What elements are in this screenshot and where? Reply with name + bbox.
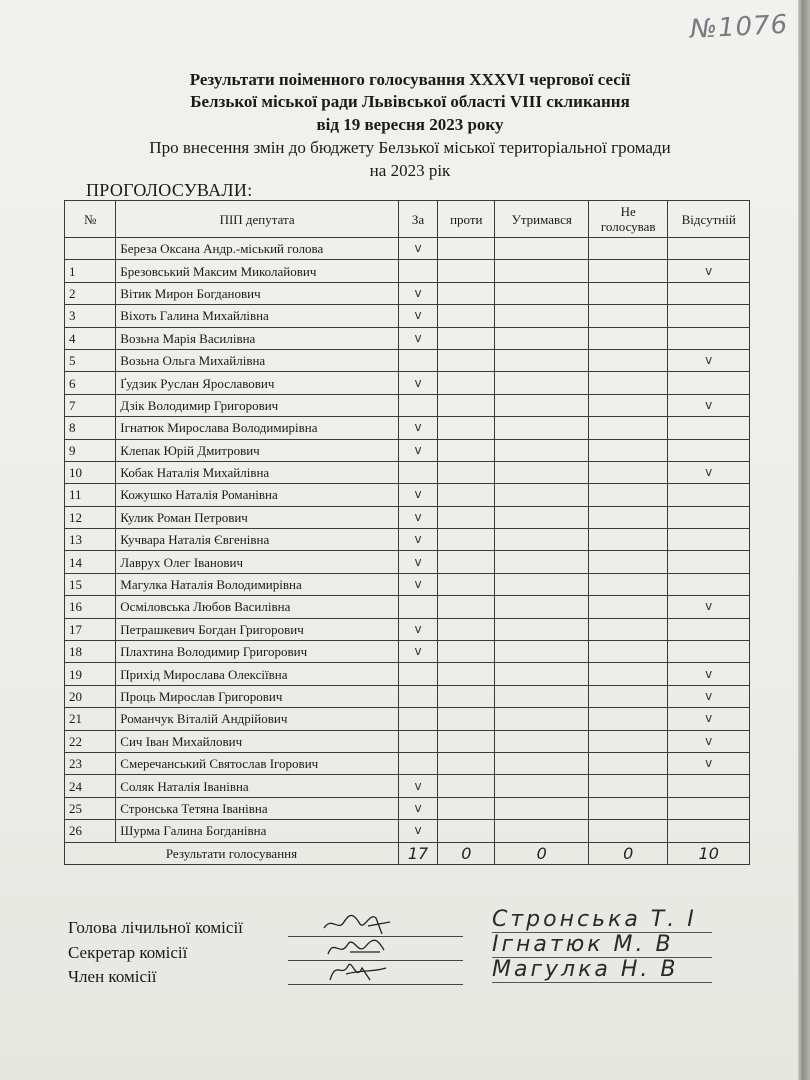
secretary-label: Секретар комісії	[68, 943, 188, 962]
vote-for-mark: v	[398, 573, 437, 595]
vote-abstained-mark	[495, 417, 589, 439]
head-of-commission-name: Стронська Т. І	[492, 908, 712, 933]
table-row	[65, 305, 750, 327]
vote-for-mark: v	[398, 484, 437, 506]
vote-for-mark	[398, 663, 437, 685]
col-not-voted: Не голосував	[589, 201, 668, 238]
vote-for-mark: v	[398, 327, 437, 349]
vote-abstained-mark	[495, 596, 589, 618]
row-number: 8	[65, 417, 116, 439]
vote-against-mark	[438, 305, 495, 327]
vote-not-voted-mark	[589, 529, 668, 551]
deputy-name: Береза Оксана Андр.-міський голова	[116, 238, 399, 260]
vote-for-mark: v	[398, 775, 437, 797]
vote-for-mark	[398, 349, 437, 371]
vote-abstained-mark	[495, 730, 589, 752]
title-line-2: Белзької міської ради Львівської області VIII скликання	[190, 92, 630, 111]
vote-against-mark	[438, 573, 495, 595]
result-absent: 10	[668, 842, 750, 864]
deputy-name: Шурма Галина Богданівна	[116, 820, 399, 842]
vote-not-voted-mark	[589, 820, 668, 842]
vote-absent-mark: v	[668, 730, 750, 752]
table-row	[65, 327, 750, 349]
table-row	[65, 394, 750, 416]
vote-not-voted-mark	[589, 775, 668, 797]
title-line-1: Результати поіменного голосування XXXVI чергової сесії	[189, 70, 631, 89]
vote-against-mark	[438, 820, 495, 842]
vote-for-mark: v	[398, 439, 437, 461]
vote-against-mark	[438, 775, 495, 797]
vote-absent-mark	[668, 775, 750, 797]
vote-against-mark	[438, 260, 495, 282]
row-number: 13	[65, 529, 116, 551]
col-absent: Відсутній	[668, 201, 750, 238]
deputy-name: Осміловська Любов Василівна	[116, 596, 399, 618]
vote-absent-mark	[668, 238, 750, 260]
vote-against-mark	[438, 797, 495, 819]
table-row	[65, 506, 750, 528]
vote-not-voted-mark	[589, 506, 668, 528]
vote-abstained-mark	[495, 775, 589, 797]
vote-abstained-mark	[495, 752, 589, 774]
table-row	[65, 349, 750, 371]
table-row	[65, 775, 750, 797]
row-number: 22	[65, 730, 116, 752]
vote-absent-mark	[668, 327, 750, 349]
vote-abstained-mark	[495, 439, 589, 461]
col-against: проти	[438, 201, 495, 238]
deputy-name: Кобак Наталія Михайлівна	[116, 461, 399, 483]
vote-absent-mark: v	[668, 394, 750, 416]
table-row	[65, 820, 750, 842]
vote-not-voted-mark	[589, 372, 668, 394]
row-number: 3	[65, 305, 116, 327]
table-row	[65, 730, 750, 752]
vote-for-mark	[398, 461, 437, 483]
row-number: 24	[65, 775, 116, 797]
voted-label: ПРОГОЛОСУВАЛИ:	[86, 180, 253, 200]
vote-abstained-mark	[495, 394, 589, 416]
signature-member	[320, 954, 400, 986]
deputy-name: Соляк Наталія Іванівна	[116, 775, 399, 797]
row-number: 17	[65, 618, 116, 640]
vote-against-mark	[438, 752, 495, 774]
vote-absent-mark	[668, 573, 750, 595]
vote-against-mark	[438, 372, 495, 394]
vote-abstained-mark	[495, 238, 589, 260]
table-row	[65, 641, 750, 663]
col-number: №	[65, 201, 116, 238]
vote-abstained-mark	[495, 820, 589, 842]
vote-abstained-mark	[495, 641, 589, 663]
row-number: 25	[65, 797, 116, 819]
table-row	[65, 529, 750, 551]
result-abstained: 0	[495, 842, 589, 864]
vote-abstained-mark	[495, 663, 589, 685]
vote-for-mark: v	[398, 305, 437, 327]
title-line-3: від 19 вересня 2023 року	[316, 115, 504, 134]
page-edge	[798, 0, 810, 1080]
row-number	[65, 238, 116, 260]
deputy-name: Вітик Мирон Богданович	[116, 282, 399, 304]
table-row	[65, 797, 750, 819]
vote-not-voted-mark	[589, 551, 668, 573]
vote-absent-mark	[668, 305, 750, 327]
deputy-name: Кожушко Наталія Романівна	[116, 484, 399, 506]
row-number: 2	[65, 282, 116, 304]
vote-abstained-mark	[495, 260, 589, 282]
table-row	[65, 551, 750, 573]
vote-for-mark: v	[398, 551, 437, 573]
table-row	[65, 282, 750, 304]
vote-absent-mark	[668, 484, 750, 506]
col-deputy-name: ПІП депутата	[116, 201, 399, 238]
table-row	[65, 663, 750, 685]
row-number: 21	[65, 708, 116, 730]
deputy-name: Кучвара Наталія Євгенівна	[116, 529, 399, 551]
vote-not-voted-mark	[589, 439, 668, 461]
vote-for-mark: v	[398, 529, 437, 551]
vote-not-voted-mark	[589, 349, 668, 371]
deputy-name: Смеречанський Святослав Ігорович	[116, 752, 399, 774]
vote-abstained-mark	[495, 529, 589, 551]
vote-abstained-mark	[495, 305, 589, 327]
row-number: 1	[65, 260, 116, 282]
row-number: 6	[65, 372, 116, 394]
row-number: 12	[65, 506, 116, 528]
table-row	[65, 752, 750, 774]
vote-not-voted-mark	[589, 394, 668, 416]
vote-for-mark	[398, 260, 437, 282]
deputy-name: Клепак Юрій Дмитрович	[116, 439, 399, 461]
vote-against-mark	[438, 663, 495, 685]
col-for: За	[398, 201, 437, 238]
vote-against-mark	[438, 685, 495, 707]
vote-not-voted-mark	[589, 260, 668, 282]
vote-for-mark: v	[398, 618, 437, 640]
vote-for-mark: v	[398, 238, 437, 260]
vote-absent-mark	[668, 820, 750, 842]
member-label: Член комісії	[68, 967, 157, 986]
vote-not-voted-mark	[589, 573, 668, 595]
vote-abstained-mark	[495, 349, 589, 371]
deputy-name: Сич Іван Михайлович	[116, 730, 399, 752]
row-number: 9	[65, 439, 116, 461]
table-header-row	[65, 201, 750, 238]
vote-for-mark	[398, 708, 437, 730]
vote-for-mark: v	[398, 797, 437, 819]
table-row	[65, 417, 750, 439]
vote-not-voted-mark	[589, 484, 668, 506]
vote-against-mark	[438, 238, 495, 260]
table-row	[65, 484, 750, 506]
vote-against-mark	[438, 551, 495, 573]
row-number: 19	[65, 663, 116, 685]
row-number: 10	[65, 461, 116, 483]
vote-not-voted-mark	[589, 305, 668, 327]
vote-for-mark	[398, 596, 437, 618]
vote-for-mark: v	[398, 372, 437, 394]
vote-for-mark	[398, 752, 437, 774]
vote-absent-mark	[668, 506, 750, 528]
vote-abstained-mark	[495, 685, 589, 707]
voting-table	[64, 200, 750, 865]
vote-for-mark: v	[398, 641, 437, 663]
result-not-voted: 0	[589, 842, 668, 864]
vote-against-mark	[438, 618, 495, 640]
vote-abstained-mark	[495, 461, 589, 483]
row-number: 26	[65, 820, 116, 842]
vote-not-voted-mark	[589, 282, 668, 304]
vote-absent-mark: v	[668, 349, 750, 371]
deputy-name: Плахтина Володимир Григорович	[116, 641, 399, 663]
results-row	[65, 842, 750, 864]
vote-for-mark: v	[398, 417, 437, 439]
vote-absent-mark: v	[668, 260, 750, 282]
vote-abstained-mark	[495, 484, 589, 506]
vote-against-mark	[438, 484, 495, 506]
vote-absent-mark	[668, 797, 750, 819]
result-for: 17	[398, 842, 437, 864]
vote-for-mark: v	[398, 282, 437, 304]
deputy-name: Прихід Мирослава Олексіївна	[116, 663, 399, 685]
deputy-name: Дзік Володимир Григорович	[116, 394, 399, 416]
results-label: Результати голосування	[65, 842, 399, 864]
deputy-name: Стронська Тетяна Іванівна	[116, 797, 399, 819]
row-number: 14	[65, 551, 116, 573]
result-against: 0	[438, 842, 495, 864]
vote-not-voted-mark	[589, 685, 668, 707]
subject-line-2: на 2023 рік	[369, 161, 451, 180]
vote-not-voted-mark	[589, 797, 668, 819]
vote-absent-mark	[668, 372, 750, 394]
deputy-name: Кулик Роман Петрович	[116, 506, 399, 528]
deputy-name: Ігнатюк Мирослава Володимирівна	[116, 417, 399, 439]
vote-against-mark	[438, 506, 495, 528]
vote-absent-mark	[668, 439, 750, 461]
vote-not-voted-mark	[589, 730, 668, 752]
table-row	[65, 618, 750, 640]
deputy-name: Брезовський Максим Миколайович	[116, 260, 399, 282]
vote-against-mark	[438, 417, 495, 439]
vote-against-mark	[438, 349, 495, 371]
subject-line-1: Про внесення змін до бюджету Белзької міської територіальної громади	[149, 138, 671, 157]
vote-abstained-mark	[495, 797, 589, 819]
col-abstained: Утримався	[495, 201, 589, 238]
table-row	[65, 260, 750, 282]
vote-absent-mark	[668, 551, 750, 573]
vote-for-mark: v	[398, 820, 437, 842]
vote-absent-mark: v	[668, 752, 750, 774]
table-row	[65, 439, 750, 461]
row-number: 18	[65, 641, 116, 663]
vote-against-mark	[438, 596, 495, 618]
vote-against-mark	[438, 708, 495, 730]
vote-not-voted-mark	[589, 461, 668, 483]
vote-not-voted-mark	[589, 327, 668, 349]
vote-not-voted-mark	[589, 708, 668, 730]
vote-absent-mark	[668, 618, 750, 640]
vote-against-mark	[438, 529, 495, 551]
vote-absent-mark: v	[668, 663, 750, 685]
table-row	[65, 596, 750, 618]
deputy-name: Возьна Марія Василівна	[116, 327, 399, 349]
handwritten-document-number: №1076	[689, 9, 789, 45]
deputy-name: Романчук Віталій Андрійович	[116, 708, 399, 730]
vote-abstained-mark	[495, 618, 589, 640]
vote-absent-mark	[668, 282, 750, 304]
vote-not-voted-mark	[589, 641, 668, 663]
table-row	[65, 238, 750, 260]
vote-abstained-mark	[495, 327, 589, 349]
vote-abstained-mark	[495, 708, 589, 730]
deputy-name: Віхоть Галина Михайлівна	[116, 305, 399, 327]
vote-absent-mark: v	[668, 708, 750, 730]
table-row	[65, 372, 750, 394]
vote-not-voted-mark	[589, 238, 668, 260]
vote-abstained-mark	[495, 551, 589, 573]
vote-not-voted-mark	[589, 663, 668, 685]
row-number: 4	[65, 327, 116, 349]
member-name: Магулка Н. В	[492, 958, 712, 983]
vote-against-mark	[438, 461, 495, 483]
vote-absent-mark	[668, 529, 750, 551]
row-number: 20	[65, 685, 116, 707]
vote-not-voted-mark	[589, 618, 668, 640]
head-of-commission-label: Голова лічильної комісії	[68, 918, 243, 937]
row-number: 5	[65, 349, 116, 371]
row-number: 7	[65, 394, 116, 416]
vote-for-mark	[398, 730, 437, 752]
vote-against-mark	[438, 641, 495, 663]
deputy-name: Лаврух Олег Іванович	[116, 551, 399, 573]
vote-abstained-mark	[495, 573, 589, 595]
vote-for-mark	[398, 394, 437, 416]
row-number: 15	[65, 573, 116, 595]
table-row	[65, 708, 750, 730]
deputy-name: Возьна Ольга Михайлівна	[116, 349, 399, 371]
row-number: 11	[65, 484, 116, 506]
vote-against-mark	[438, 730, 495, 752]
vote-against-mark	[438, 282, 495, 304]
vote-not-voted-mark	[589, 417, 668, 439]
deputy-name: Проць Мирослав Григорович	[116, 685, 399, 707]
vote-for-mark: v	[398, 506, 437, 528]
vote-not-voted-mark	[589, 752, 668, 774]
vote-absent-mark	[668, 641, 750, 663]
deputy-name: Петрашкевич Богдан Григорович	[116, 618, 399, 640]
vote-not-voted-mark	[589, 596, 668, 618]
vote-against-mark	[438, 327, 495, 349]
vote-abstained-mark	[495, 506, 589, 528]
vote-abstained-mark	[495, 372, 589, 394]
vote-against-mark	[438, 394, 495, 416]
deputy-name: Ґудзик Руслан Ярославович	[116, 372, 399, 394]
vote-absent-mark: v	[668, 461, 750, 483]
vote-absent-mark: v	[668, 685, 750, 707]
deputy-name: Магулка Наталія Володимирівна	[116, 573, 399, 595]
secretary-name: Ігнатюк М. В	[492, 933, 712, 958]
vote-absent-mark: v	[668, 596, 750, 618]
row-number: 23	[65, 752, 116, 774]
vote-for-mark	[398, 685, 437, 707]
vote-absent-mark	[668, 417, 750, 439]
vote-against-mark	[438, 439, 495, 461]
table-row	[65, 461, 750, 483]
table-row	[65, 685, 750, 707]
table-row	[65, 573, 750, 595]
vote-abstained-mark	[495, 282, 589, 304]
row-number: 16	[65, 596, 116, 618]
